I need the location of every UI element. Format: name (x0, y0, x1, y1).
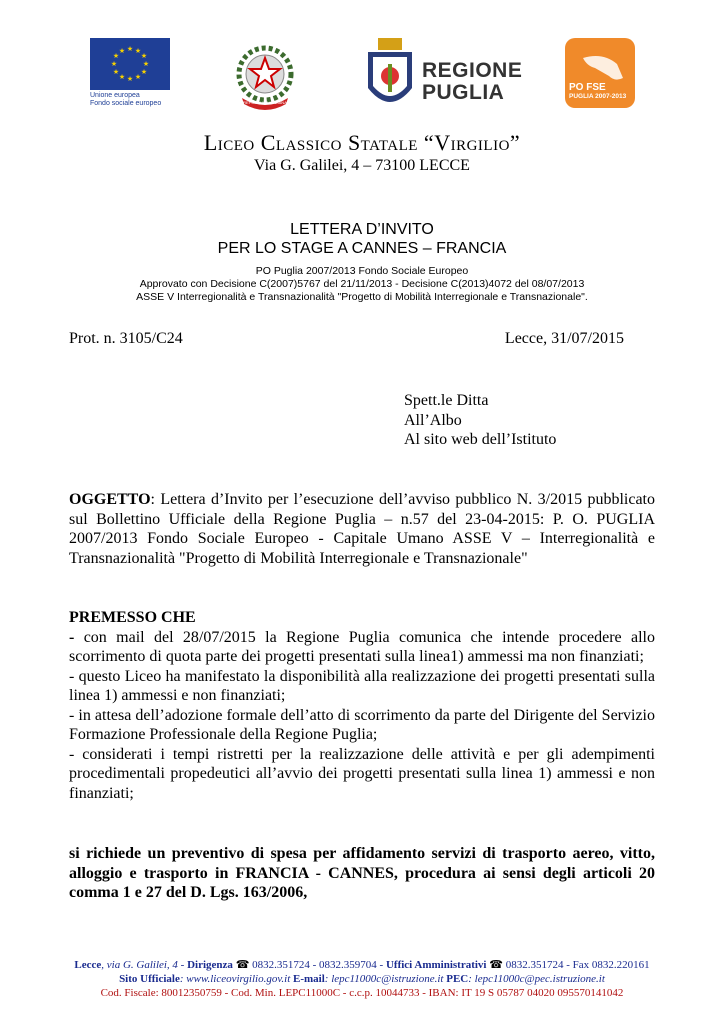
svg-text:★: ★ (134, 47, 142, 55)
svg-text:★: ★ (110, 60, 118, 68)
footer-address: , via G. Galilei, 4 - (101, 959, 188, 971)
pofse-line1: PO FSE (569, 82, 606, 93)
eu-caption-line2: Fondo sociale europeo (90, 100, 162, 107)
funding-info-line3: ASSE V Interregionalità e Transnazionalità "Progetto di Mobilità Interregionale e Transnazionale". (136, 291, 588, 303)
funding-info-line2: Approvato con Decisione C(2007)5767 del 21/11/2013 - Decisione C(2013)4072 del 08/07/2013 (139, 278, 585, 290)
footer-dirigenza-label: Dirigenza (187, 959, 233, 971)
invite-title-line2: PER LO STAGE A CANNES – FRANCIA (217, 240, 507, 257)
footer (0, 958, 724, 1000)
recipient: Spett.le Ditta (404, 392, 489, 409)
phone-icon: ☎ (489, 959, 503, 971)
school-title-text: Liceo Classico Statale “Virgilio” (203, 130, 521, 155)
eu-logo (90, 38, 170, 108)
premesso-item (69, 628, 655, 667)
eu-caption (90, 92, 170, 108)
document-date: Lecce, 31/07/2015 (504, 330, 624, 347)
footer-email-label: E-mail (293, 973, 325, 985)
recipient: Al sito web dell’Istituto (404, 431, 557, 448)
premesso-item: - considerati i tempi ristretti per la realizzazione delle attività e per gli adempimenti procedimentali propedeutici all’avvio dei progetti presentati sulla linea 1) ammessi e non finanziati; (69, 745, 655, 802)
oggetto-paragraph (69, 490, 655, 568)
emblem-motto: REPUBBLICA ITALIANA (243, 100, 287, 105)
school-title (0, 130, 724, 156)
request-paragraph: si richiede un preventivo di spesa per affidamento servizi di trasporto aereo, vitto, alloggio e trasporto in FRANCIA - CANNES, procedura ai sensi degli articoli 20 comma 1 e 27 del D. Lgs. 163/2006, (69, 845, 655, 901)
protocol-number: Prot. n. 3105/C24 (69, 330, 183, 347)
footer-line1 (0, 958, 724, 972)
footer-line2 (0, 972, 724, 986)
footer-site-label: Sito Ufficiale (119, 973, 180, 985)
svg-text:★: ★ (126, 45, 134, 53)
svg-text:★: ★ (126, 75, 134, 83)
footer-email-link[interactable]: : lepc11000c@istruzione.it (324, 973, 444, 985)
footer-fiscal: Cod. Fiscale: 80012350759 - Cod. Min. LEPC11000C - c.c.p. 10044733 - IBAN: IT 19 S 05787 04020 095570141042 (100, 987, 624, 999)
premesso-heading: PREMESSO CHE (69, 609, 196, 626)
recipients (404, 391, 556, 450)
svg-text:★: ★ (142, 60, 150, 68)
svg-text:★: ★ (118, 47, 126, 55)
recipient: All’Albo (404, 411, 462, 429)
puglia-crest-icon (364, 38, 416, 116)
po-fse-logo (565, 38, 635, 108)
regione-puglia-logo (364, 38, 523, 116)
footer-pec-label: PEC (446, 973, 469, 985)
oggetto-label: OGGETTO (69, 491, 151, 508)
regione-puglia-text (422, 60, 522, 104)
oggetto-text: : Lettera d’Invito per l’esecuzione dell’avviso pubblico N. 3/2015 pubblicato sul Bollettino Ufficiale della Regione Puglia – n.57 del 23-04-2015: P. O. PUGLIA 2007/2013 Fondo Sociale Europeo - Capitale Umano ASSE V – Interregionalità e Transnazionalità "Progetto di Mobilità Interregionale e Transnazionale" (69, 491, 655, 567)
eu-flag-icon (90, 38, 170, 90)
italian-emblem-icon (234, 38, 296, 116)
footer-pec-link[interactable]: : lepc11000c@pec.istruzione.it (468, 973, 605, 985)
eu-caption-line1: Unione europea (90, 92, 140, 99)
svg-text:★: ★ (140, 68, 148, 76)
svg-text:★: ★ (112, 68, 120, 76)
premesso-item: - in attesa dell’adozione formale dell’atto di scorrimento da parte del Dirigente del Servizio Formazione Professionale della Regione Puglia; (69, 706, 655, 743)
svg-text:★: ★ (134, 73, 142, 81)
funding-info-line1: PO Puglia 2007/2013 Fondo Sociale Europeo (255, 265, 469, 277)
school-address: Via G. Galilei, 4 – 73100 LECCE (254, 157, 470, 174)
footer-dirigenza-phone: 0832.351724 - 0832.359704 - (249, 959, 386, 971)
footer-uffici-phone: 0832.351724 - Fax 0832.220161 (502, 959, 650, 971)
premesso-section (69, 608, 655, 803)
pofse-text (569, 82, 626, 101)
svg-text:★: ★ (140, 52, 148, 60)
premesso-item-text: con mail del 28/07/2015 la Regione Puglia comunica che intende procedere allo scorrimento di quota parte dei progetti presentati sulla linea1) ammessi ma non finanziati; (69, 628, 655, 665)
puglia-line1: REGIONE (422, 59, 523, 82)
footer-site-link[interactable]: : www.liceovirgilio.gov.it (179, 973, 291, 985)
svg-text:★: ★ (112, 52, 120, 60)
footer-uffici-label: Uffici Amministrativi (385, 959, 487, 971)
svg-text:★: ★ (118, 73, 126, 81)
pofse-line2: PUGLIA 2007-2013 (569, 93, 627, 100)
premesso-item: - questo Liceo ha manifestato la disponibilità alla realizzazione dei progetti presentati sulla linea 1) ammessi e non finanziati; (69, 667, 655, 704)
phone-icon: ☎ (235, 959, 250, 971)
puglia-line2: PUGLIA (422, 81, 505, 104)
footer-city: Lecce (74, 959, 102, 971)
invite-title-line1: LETTERA D’INVITO (290, 221, 434, 238)
premesso-dash: - (69, 628, 75, 646)
